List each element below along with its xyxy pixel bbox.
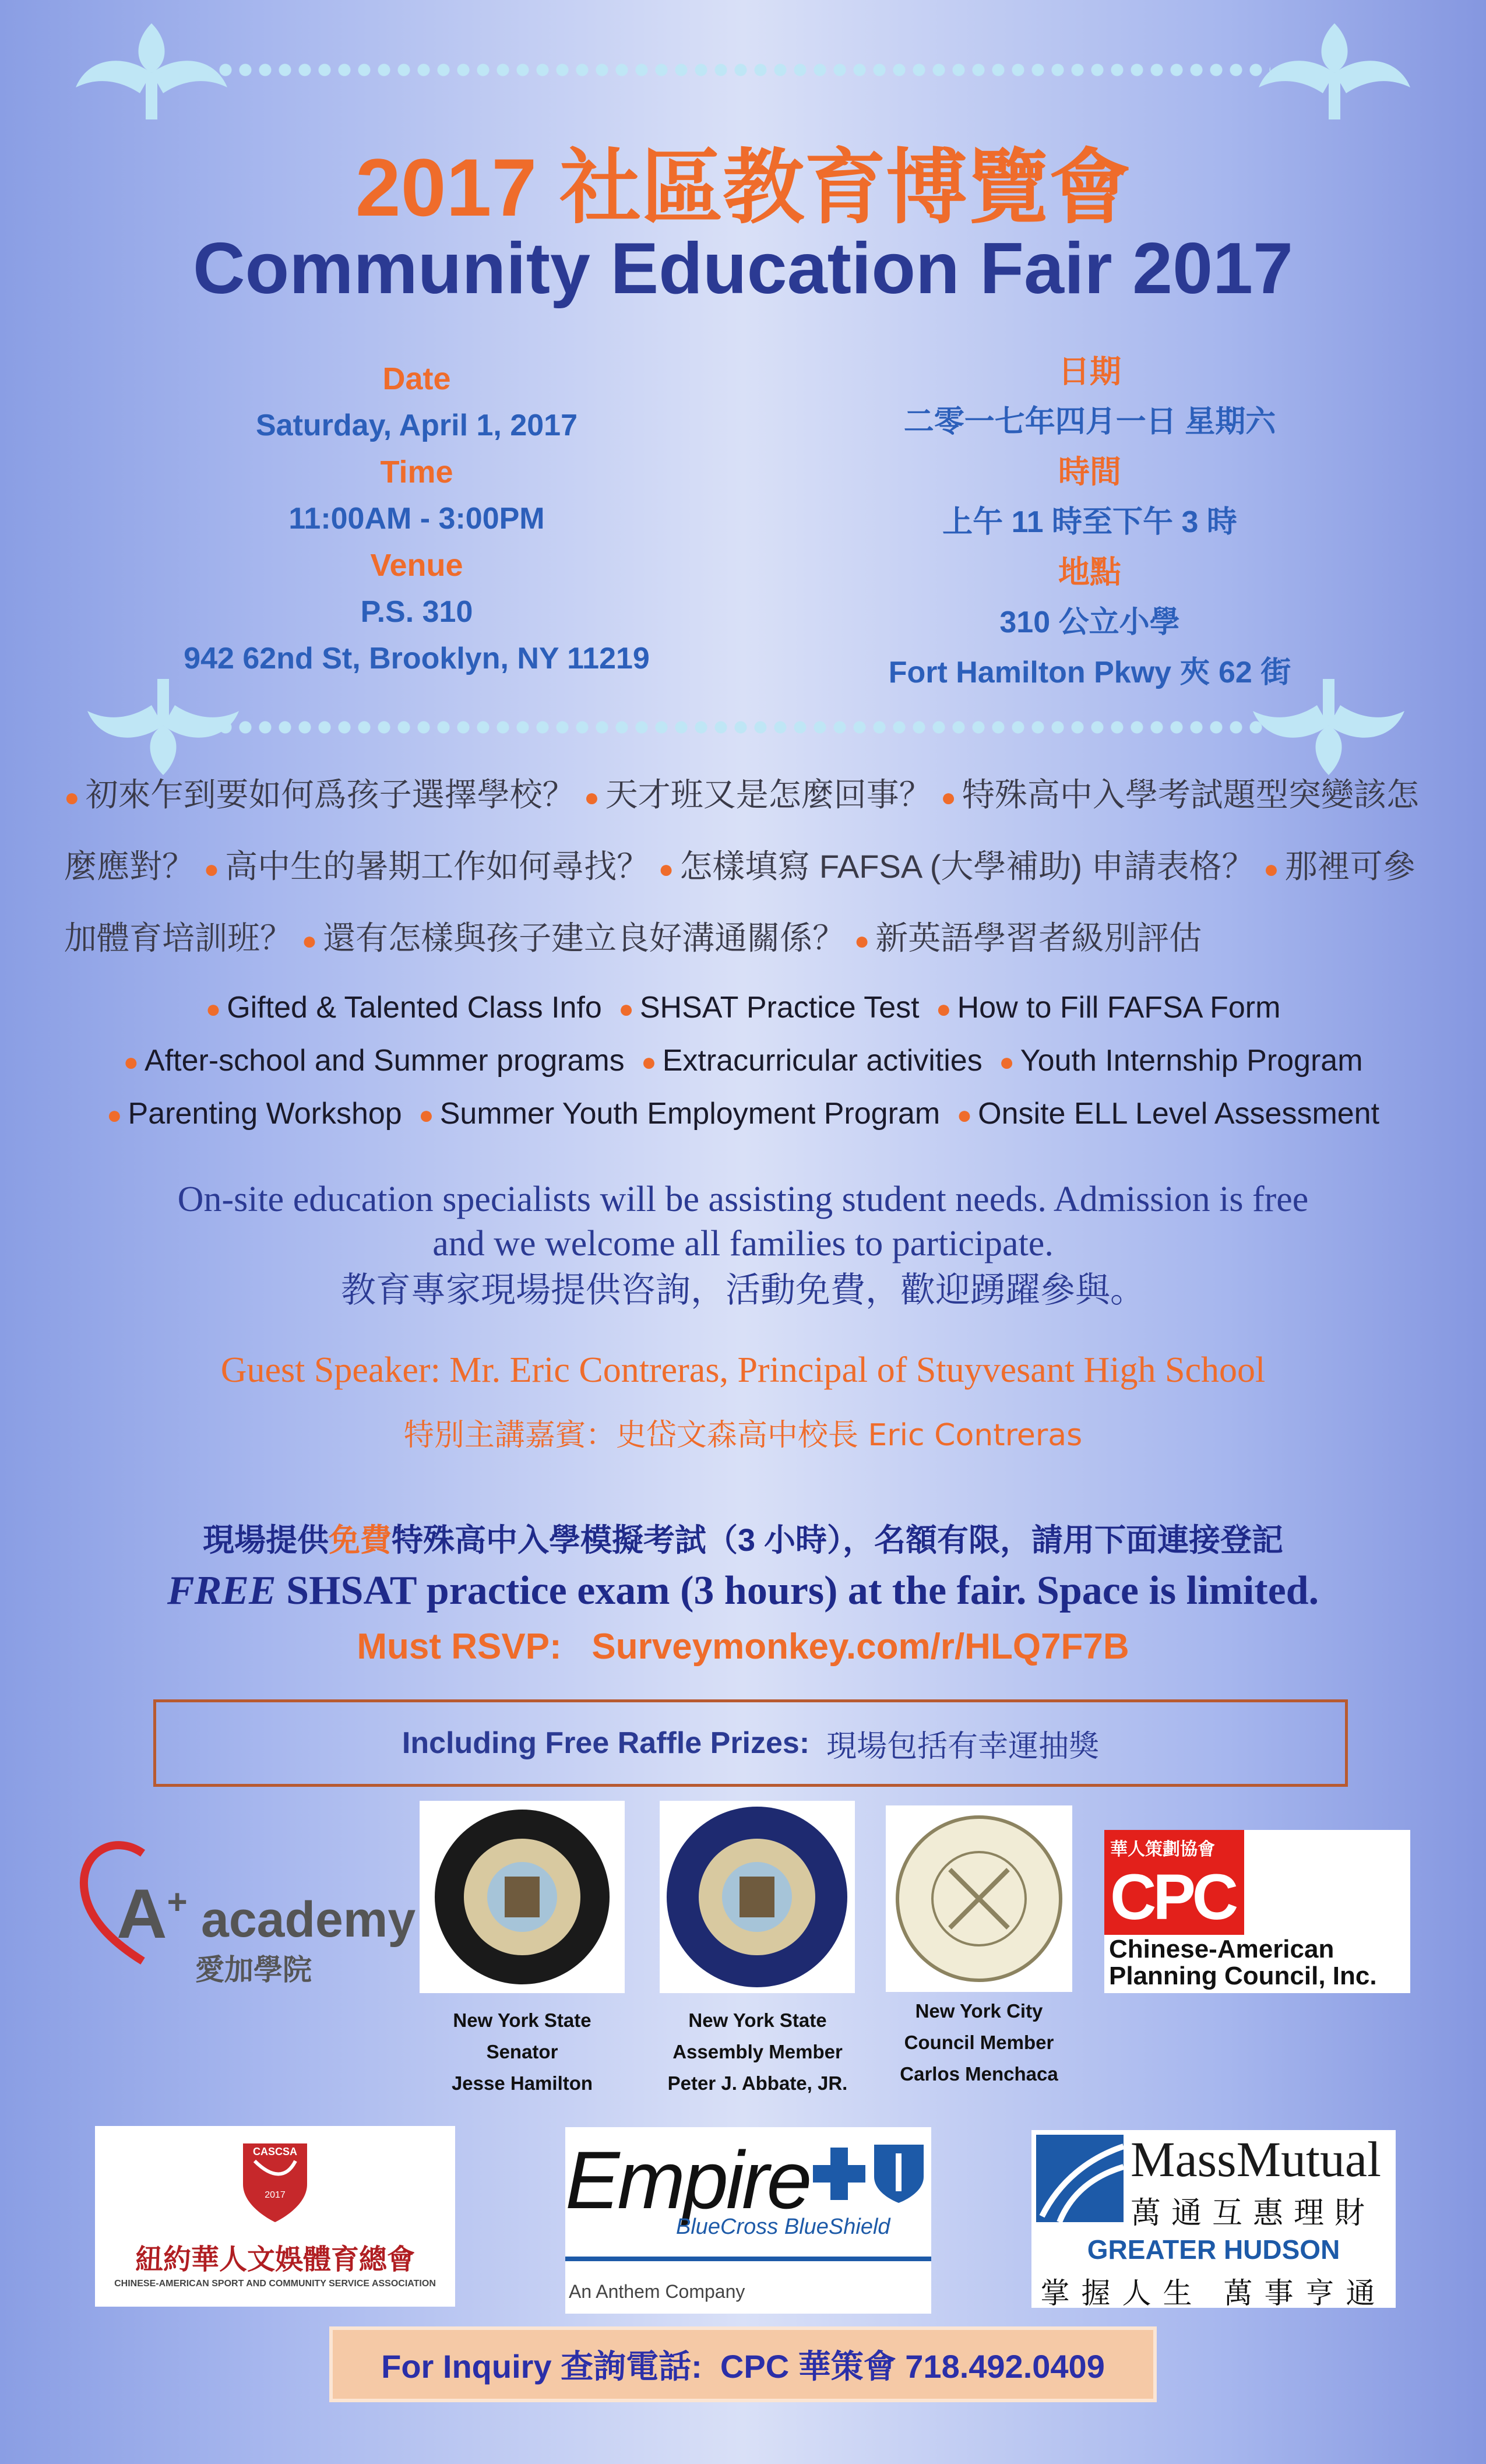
shsat-english bbox=[58, 1568, 1428, 1614]
topics-en-row-1: ● Gifted & Talented Class Info ● SHSAT Practice Test ● How to Fill FAFSA Form bbox=[205, 991, 1281, 1025]
topic-en: Extracurricular activities bbox=[662, 1044, 983, 1078]
aplus-academy-logo bbox=[79, 1836, 416, 1986]
aplus-name: academy bbox=[201, 1892, 416, 1948]
topic-en: How to Fill FAFSA Form bbox=[957, 991, 1281, 1025]
cpc-letters: CPC bbox=[1110, 1861, 1235, 1933]
topic-cn: 高中生的暑期工作如何尋找？ bbox=[225, 848, 650, 885]
massmutual-mark-icon bbox=[1036, 2135, 1124, 2222]
venue-address-cn: Fort Hamilton Pkwy 夾 62 街 bbox=[888, 656, 1291, 689]
assembly-seal-box bbox=[660, 1801, 855, 1993]
topic-cn: 特殊高中入學考試題型突變該怎麼應對？ bbox=[64, 776, 1419, 885]
aplus-cn: 愛加學院 bbox=[195, 1953, 312, 1986]
description-chinese: 教育專家現場提供咨詢，活動免費，歡迎踴躍參與。 bbox=[341, 1270, 1145, 1311]
cascsa-year: 2017 bbox=[265, 2190, 286, 2200]
city-seal-box bbox=[886, 1805, 1072, 1992]
date-label-cn: 日期 bbox=[1058, 354, 1121, 389]
time-value: 11:00AM - 3:00PM bbox=[288, 502, 545, 536]
cascsa-cn: 紐約華人文娛體育總會 bbox=[135, 2244, 415, 2275]
topic-cn: 怎樣填寫 FAFSA (大學補助) 申請表格？ bbox=[679, 848, 1255, 885]
blue-cross-icon bbox=[810, 2145, 868, 2203]
date-value: Saturday, April 1, 2017 bbox=[255, 409, 578, 442]
title-english: Community Education Fair 2017 bbox=[193, 228, 1293, 309]
top-left-flourish-icon bbox=[64, 17, 239, 128]
shsat-en-free: FREE bbox=[167, 1568, 276, 1613]
date-value-cn: 二零一七年四月一日 星期六 bbox=[903, 405, 1276, 439]
topic-cn: 還有怎樣與孩子建立良好溝通關係？ bbox=[323, 920, 846, 956]
time-value-cn: 上午 11 時至下午 3 時 bbox=[942, 505, 1237, 539]
rsvp-link[interactable]: Surveymonkey.com/r/HLQ7F7B bbox=[591, 1627, 1129, 1667]
topic-cn: 新英語學習者級別評估 bbox=[875, 920, 1202, 956]
cpc-line-2: Planning Council, Inc. bbox=[1109, 1962, 1377, 1990]
assembly-caption: New York State Assembly Member Peter J. Abbate, JR. bbox=[667, 2009, 848, 2094]
venue-name-cn: 310 公立小學 bbox=[999, 606, 1180, 639]
event-info-english bbox=[117, 355, 717, 682]
inquiry-bar bbox=[329, 2326, 1157, 2402]
topic-en: Youth Internship Program bbox=[1020, 1044, 1363, 1078]
topic-en: SHSAT Practice Test bbox=[639, 991, 920, 1025]
description-english-2: and we welcome all families to participate. bbox=[432, 1224, 1054, 1263]
time-label: Time bbox=[380, 455, 453, 490]
description bbox=[58, 1177, 1428, 1312]
shsat-cn-pre: 現場提供 bbox=[202, 1523, 329, 1558]
massmutual-logo bbox=[1031, 2130, 1396, 2308]
empire-tag: An Anthem Company bbox=[569, 2281, 745, 2302]
middle-dot-border bbox=[216, 719, 1270, 735]
topics-cn-line-1: ● 初來乍到要如何爲孩子選擇學校？ ● 天才班又是怎麼回事？ ● 特殊高中入學考試題型突變該怎麼應對？ ● 高中生的暑期工作如何尋找？ ● 怎樣填寫 FAFSA (大學補助) 申請表格？ ● 那裡可參加體育培訓班？ ● 還有怎樣與孩子建立良好溝通關係？ ● 新英語學習者級別評估 bbox=[64, 776, 1419, 956]
venue-name: P.S. 310 bbox=[360, 595, 473, 629]
topics-en-row-2: ● After-school and Summer programs ● Extracurricular activities ● Youth Internship Program bbox=[123, 1044, 1363, 1078]
topic-cn: 那裡可參加體育培訓班？ bbox=[64, 848, 1415, 956]
massmutual-region: GREATER HUDSON bbox=[1087, 2234, 1340, 2265]
inquiry-label: For Inquiry 查詢電話: bbox=[381, 2348, 702, 2385]
raffle-chinese: 現場包括有幸運抽獎 bbox=[826, 1729, 1100, 1764]
topics-en-row-3: ● Parenting Workshop ● Summer Youth Employment Program ● Onsite ELL Level Assessment bbox=[106, 1097, 1380, 1131]
date-label: Date bbox=[382, 361, 451, 396]
cascsa-logo bbox=[95, 2126, 455, 2307]
senate-caption: New York State Senator Jesse Hamilton bbox=[451, 2009, 593, 2094]
senate-seal-icon bbox=[420, 1801, 625, 1993]
speaker-english: Guest Speaker: Mr. Eric Contreras, Principal of Stuyvesant High School bbox=[220, 1350, 1266, 1390]
cascsa-acronym: CASCSA bbox=[252, 2146, 297, 2157]
inquiry-org[interactable]: CPC 華策會 718.492.0409 bbox=[720, 2348, 1105, 2385]
shsat-cn-free: 免費 bbox=[328, 1523, 392, 1558]
rsvp-line bbox=[58, 1626, 1428, 1667]
blue-shield-icon bbox=[871, 2142, 927, 2206]
top-right-flourish-icon bbox=[1247, 17, 1422, 128]
topic-en: Summer Youth Employment Program bbox=[439, 1097, 941, 1131]
topic-en: Gifted & Talented Class Info bbox=[227, 991, 602, 1025]
topics-english bbox=[35, 982, 1451, 1141]
empire-sub: BlueCross BlueShield bbox=[676, 2215, 890, 2239]
empire-logo bbox=[565, 2127, 931, 2314]
massmutual-name: MassMutual bbox=[1131, 2131, 1381, 2187]
venue-label-cn: 地點 bbox=[1058, 555, 1121, 590]
topics-chinese bbox=[64, 761, 1422, 976]
massmutual-cn1: 萬通互惠理財 bbox=[1131, 2197, 1376, 2230]
topic-en: After-school and Summer programs bbox=[145, 1044, 625, 1078]
raffle-box bbox=[153, 1699, 1348, 1787]
shsat-en-rest: SHSAT practice exam (3 hours) at the fair. Space is limited. bbox=[276, 1568, 1319, 1613]
shsat-chinese bbox=[58, 1515, 1428, 1560]
top-dot-border bbox=[216, 62, 1270, 78]
cpc-logo bbox=[1104, 1830, 1410, 1993]
senate-seal-box bbox=[420, 1801, 625, 1993]
description-english-1: On-site education specialists will be assisting student needs. Admission is free bbox=[177, 1180, 1309, 1219]
venue-label: Venue bbox=[370, 548, 463, 583]
cascsa-en: CHINESE-AMERICAN SPORT AND COMMUNITY SERVICE ASSOCIATION bbox=[114, 2279, 436, 2289]
topic-en: Parenting Workshop bbox=[128, 1097, 402, 1131]
empire-divider bbox=[565, 2257, 931, 2261]
title-chinese: 2017 社區教育博覽會 bbox=[355, 142, 1131, 233]
assembly-seal-icon bbox=[660, 1801, 855, 1993]
aplus-letter: A+ bbox=[117, 1875, 188, 1953]
raffle-label: Including Free Raffle Prizes: bbox=[402, 1726, 810, 1760]
shsat-cn-post: 特殊高中入學模擬考試（3 小時），名額有限，請用下面連接登記 bbox=[391, 1523, 1284, 1558]
massmutual-cn2: 掌握人生 萬事亨通 bbox=[1040, 2277, 1387, 2308]
topic-cn: 初來乍到要如何爲孩子選擇學校？ bbox=[85, 776, 575, 813]
time-label-cn: 時間 bbox=[1058, 455, 1121, 490]
empire-name: Empire bbox=[565, 2134, 810, 2226]
city-caption: New York City Council Member Carlos Menchaca bbox=[900, 2000, 1058, 2085]
venue-address: 942 62nd St, Brooklyn, NY 11219 bbox=[184, 642, 650, 675]
topic-en: Onsite ELL Level Assessment bbox=[978, 1097, 1380, 1131]
cpc-cn: 華人策劃協會 bbox=[1110, 1840, 1215, 1859]
cpc-line-1: Chinese-American bbox=[1109, 1935, 1334, 1963]
event-info-chinese bbox=[798, 347, 1381, 698]
nyc-seal-icon bbox=[886, 1805, 1072, 1992]
rsvp-label: Must RSVP: bbox=[357, 1627, 562, 1667]
topic-cn: 天才班又是怎麼回事？ bbox=[605, 776, 932, 813]
speaker-chinese: 特別主講嘉賓：史岱文森高中校長 Eric Contreras bbox=[403, 1418, 1083, 1453]
